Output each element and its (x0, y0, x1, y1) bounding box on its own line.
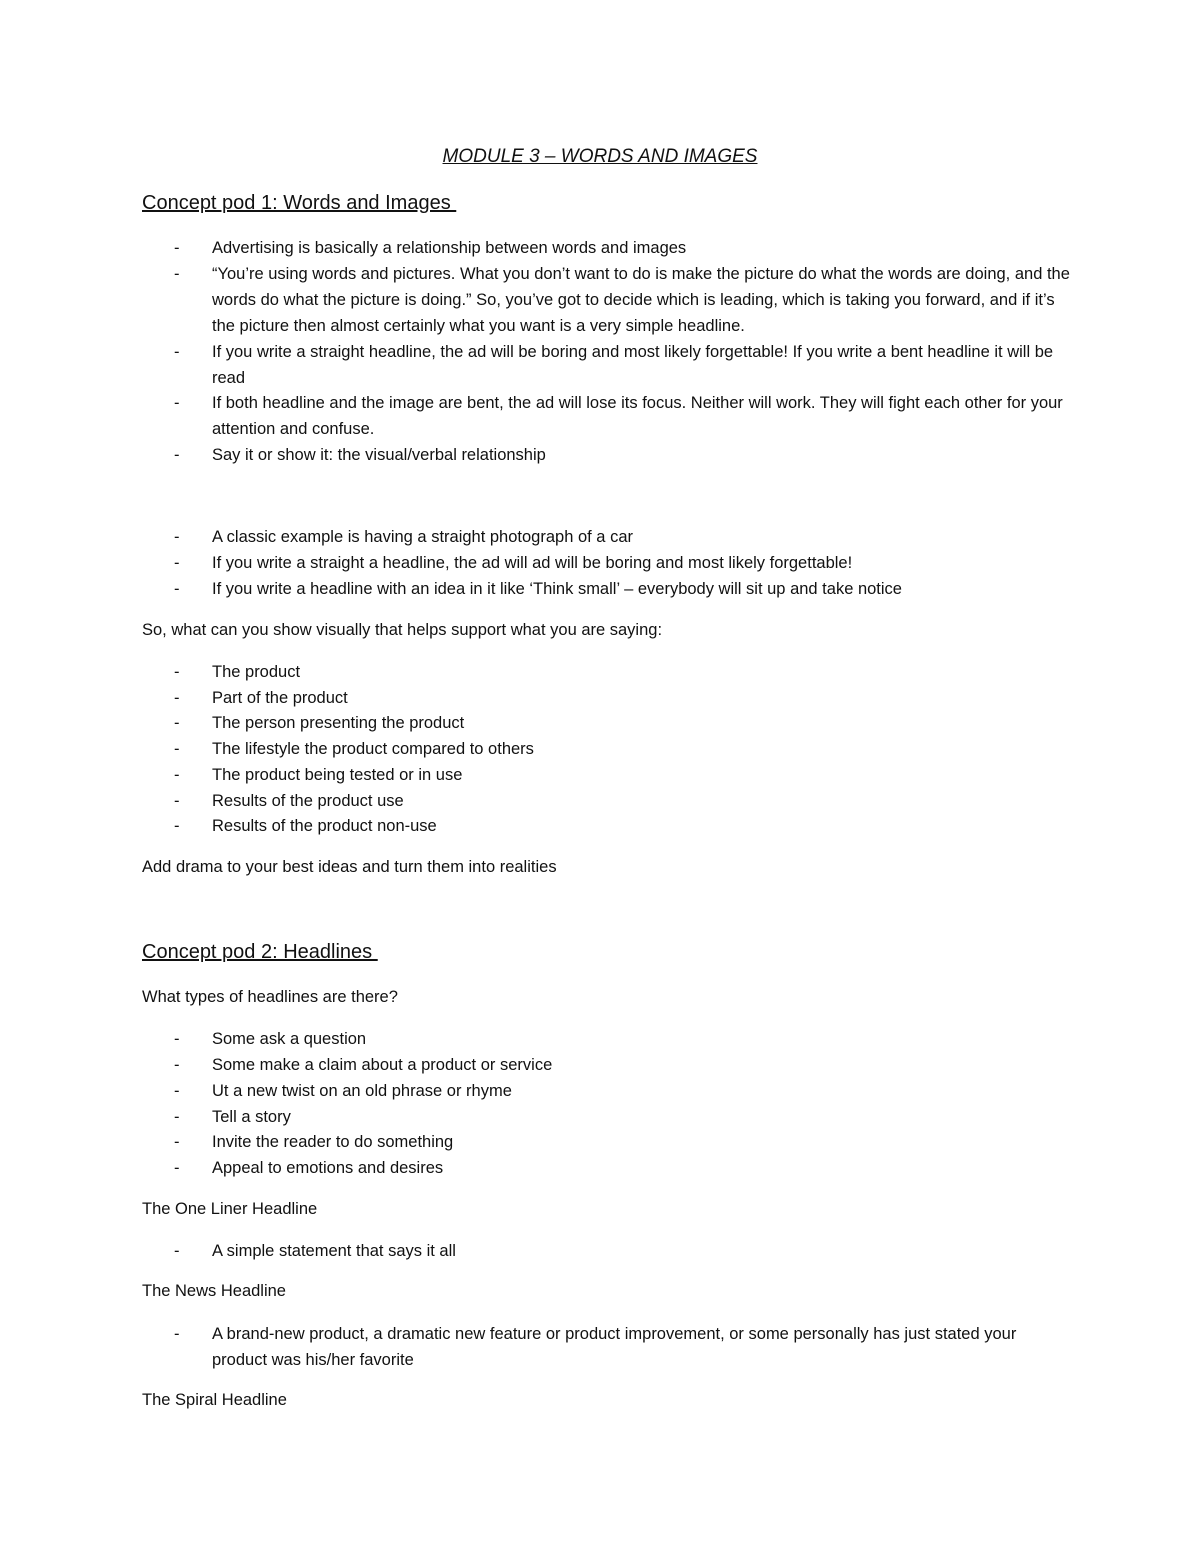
list-item-text: Invite the reader to do something (212, 1133, 454, 1151)
list-item-text: Results of the product non-use (212, 817, 437, 835)
bullet-dash: - (174, 714, 180, 732)
list-item-text: The lifestyle the product compared to others (212, 740, 534, 758)
bullet-dash: - (174, 446, 180, 464)
list-item (142, 339, 1072, 391)
bullet-dash: - (174, 1082, 180, 1100)
bullet-dash: - (174, 394, 180, 412)
list-item (142, 1238, 1072, 1264)
bullet-dash: - (174, 792, 180, 810)
list-item (142, 261, 1072, 339)
list-item (142, 390, 1072, 442)
list-item (142, 788, 1072, 814)
bullet-dash: - (174, 689, 180, 707)
types-question: What types of headlines are there? (142, 988, 398, 1006)
list-item (142, 1078, 1072, 1104)
pod1-heading: Concept pod 1: Words and Images (142, 192, 457, 214)
bullet-dash: - (174, 1159, 180, 1177)
news-label: The News Headline (142, 1282, 286, 1300)
list-item (142, 762, 1072, 788)
show-intro: So, what can you show visually that helps support what you are saying: (142, 621, 663, 639)
bullet-dash: - (174, 1133, 180, 1151)
list-item-text: A brand-new product, a dramatic new feature or product improvement, or some personally has just stated your product was his/her favorite (212, 1325, 1017, 1369)
pod2-heading: Concept pod 2: Headlines (142, 941, 378, 963)
bullet-dash: - (174, 1108, 180, 1126)
list-item-text: The person presenting the product (212, 714, 465, 732)
document-title: MODULE 3 – WORDS AND IMAGES (442, 146, 758, 167)
list-item (142, 1052, 1072, 1078)
list-item (142, 710, 1072, 736)
list-item-text: Appeal to emotions and desires (212, 1159, 444, 1177)
list-item (142, 1129, 1072, 1155)
list-item (142, 1026, 1072, 1052)
drama-statement: Add drama to your best ideas and turn them into realities (142, 858, 557, 876)
list-item-text: If you write a headline with an idea in it like ‘Think small’ – everybody will sit up and take notice (212, 580, 902, 598)
list-item (142, 576, 1072, 602)
list-item (142, 550, 1072, 576)
list-item-text: Some ask a question (212, 1030, 367, 1048)
list-item-text: Some make a claim about a product or service (212, 1056, 553, 1074)
list-item-text: A classic example is having a straight photograph of a car (212, 528, 633, 546)
list-item (142, 524, 1072, 550)
list-item-text: If you write a straight a headline, the ad will ad will be boring and most likely forgettable! (212, 554, 853, 572)
bullet-dash: - (174, 580, 180, 598)
list-item-text: Advertising is basically a relationship between words and images (212, 239, 687, 257)
list-item-text: Say it or show it: the visual/verbal relationship (212, 446, 546, 464)
bullet-dash: - (174, 663, 180, 681)
list-item (142, 813, 1072, 839)
spiral-label: The Spiral Headline (142, 1391, 287, 1409)
list-item-text: Part of the product (212, 689, 348, 707)
list-item-text: The product (212, 663, 301, 681)
list-item-text: Ut a new twist on an old phrase or rhyme (212, 1082, 512, 1100)
list-item (142, 1321, 1072, 1373)
bullet-dash: - (174, 528, 180, 546)
list-item-text: The product being tested or in use (212, 766, 463, 784)
bullet-dash: - (174, 817, 180, 835)
bullet-dash: - (174, 1030, 180, 1048)
list-item-text: If you write a straight headline, the ad will be boring and most likely forgettable! If you write a bent headline it will be read (212, 343, 1054, 387)
bullet-dash: - (174, 239, 180, 257)
list-item (142, 1155, 1072, 1181)
bullet-dash: - (174, 554, 180, 572)
bullet-dash: - (174, 1325, 180, 1343)
list-item (142, 1104, 1072, 1130)
bullet-dash: - (174, 343, 180, 361)
list-item (142, 235, 1072, 261)
list-item-text: Tell a story (212, 1108, 291, 1126)
list-item-text: “You’re using words and pictures. What you don’t want to do is make the picture do what the words are doing, and the words do what the picture is doing.” So, you’ve got to decide which is leading, which is taking you forward, and if it’s the picture then almost certainly what you want is a very simple headline. (212, 265, 1070, 335)
bullet-dash: - (174, 1242, 180, 1260)
bullet-dash: - (174, 766, 180, 784)
list-item-text: A simple statement that says it all (212, 1242, 456, 1260)
list-item (142, 442, 1072, 468)
list-item-text: Results of the product use (212, 792, 404, 810)
bullet-dash: - (174, 1056, 180, 1074)
bullet-dash: - (174, 265, 180, 283)
bullet-dash: - (174, 740, 180, 758)
list-item (142, 659, 1072, 685)
list-item (142, 736, 1072, 762)
list-item (142, 685, 1072, 711)
one-liner-label: The One Liner Headline (142, 1200, 318, 1218)
list-item-text: If both headline and the image are bent, the ad will lose its focus. Neither will work. They will fight each other for your attention and confuse. (212, 394, 1063, 438)
